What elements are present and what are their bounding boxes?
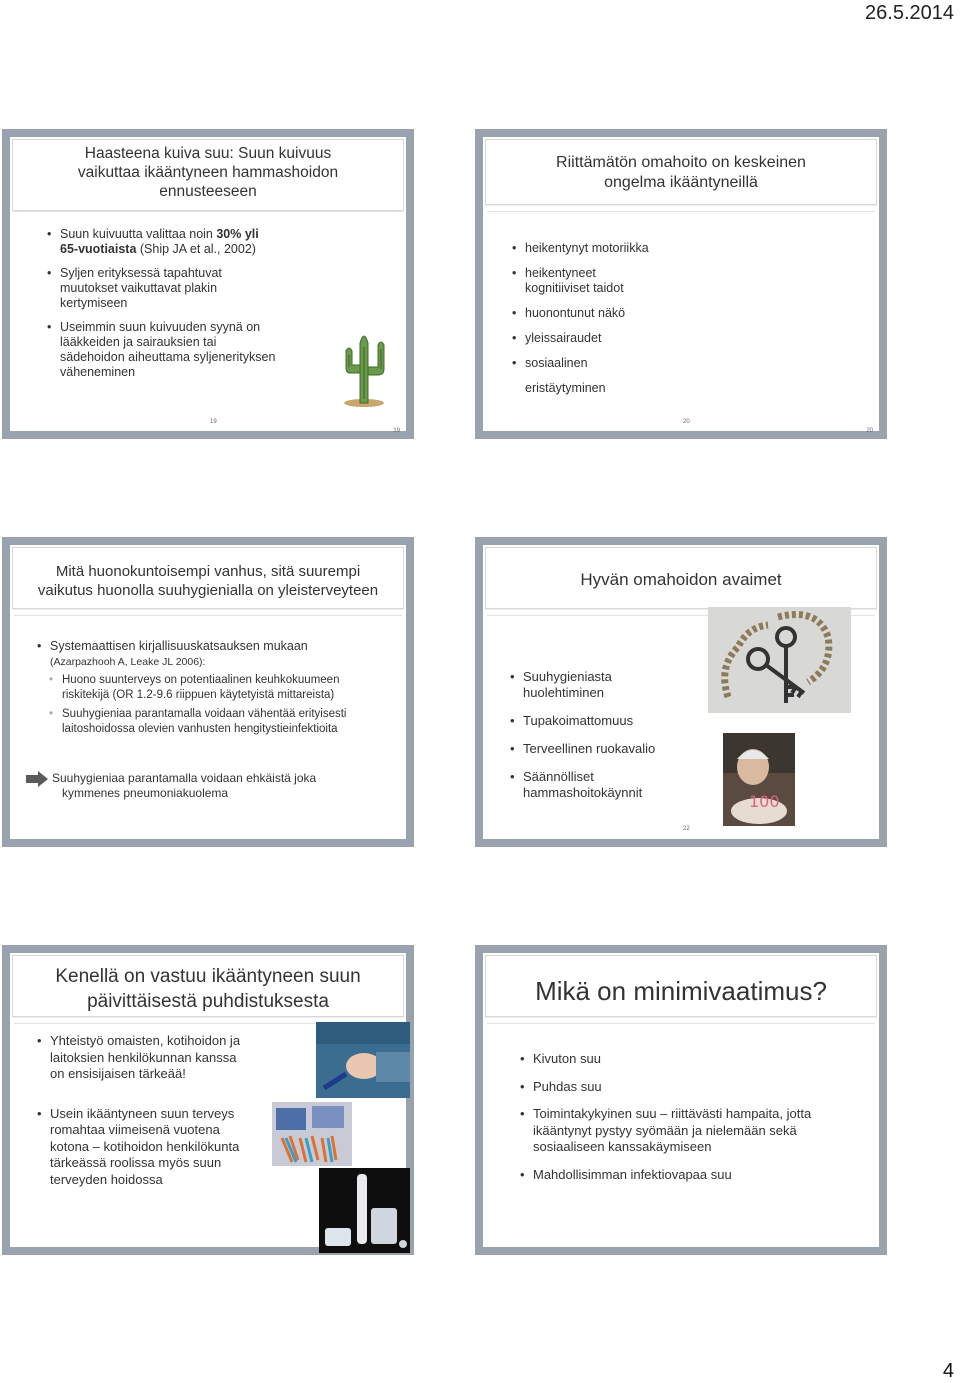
list-item: • Suuhygieniasta huolehtiminen xyxy=(507,669,707,701)
list-item: • Huono suunterveys on potentiaalinen keuhkokuumeen riskitekijä (OR 1.2-9.6 riippuen käytetyistä mittareista) xyxy=(46,673,406,703)
bullet-list xyxy=(34,639,404,670)
elderly-woman-photo xyxy=(723,733,795,826)
arrow-note: Suuhygieniaa parantamalla voidaan ehkäistä joka kymmenes pneumoniakuolema xyxy=(52,771,317,800)
bullet-list xyxy=(34,1033,274,1188)
list-item: • heikentyneet kognitiiviset taidot xyxy=(509,266,809,296)
list-item: • Suun kuivuutta valittaa noin 30% yli 65-vuotiaista (Ship JA et al., 2002) xyxy=(44,227,344,257)
page-date: 26.5.2014 xyxy=(865,2,954,24)
list-item: • huonontunut näkö xyxy=(509,306,809,321)
list-item: • Yhteistyö omaisten, kotihoidon ja laitoksien henkilökunnan kanssa on ensisijaisen tärkeää! xyxy=(34,1033,274,1083)
bullet-list xyxy=(509,241,809,396)
sub-bullet-list xyxy=(46,673,406,737)
list-item: • Kivuton suu xyxy=(517,1051,857,1068)
slide-title: Mitä huonokuntoisempi vanhus, sitä suurempi vaikutus huonolla suuhygienialla on yleisterveyteen xyxy=(12,547,404,609)
bullet-list xyxy=(517,1051,857,1183)
arrow-right-icon xyxy=(26,771,48,787)
svg-text:100: 100 xyxy=(749,792,780,811)
list-item: eristäytyminen xyxy=(525,381,606,395)
keys-photo xyxy=(708,607,851,713)
cactus-icon xyxy=(338,323,390,409)
hand-brushing-photo xyxy=(316,1022,410,1098)
list-item: • Toimintakykyinen suu – riittävästi hampaita, jotta ikääntynyt pystyy syömään ja nielemään sekä sosiaaliseen kanssakäymiseen xyxy=(517,1106,857,1156)
page-number: 4 xyxy=(942,1360,954,1382)
list-item: • sosiaalinen xyxy=(509,356,809,371)
list-item: • Systemaattisen kirjallisuuskatsauksen mukaan (Azarpazhooh A, Leake JL 2006): xyxy=(34,639,404,670)
slide-title: Hyvän omahoidon avaimet xyxy=(485,547,877,609)
interdental-brushes-photo xyxy=(272,1102,352,1166)
list-item: • Usein ikääntyneen suun terveys romahtaa viimeisenä vuotena kotona – kotihoidon henkilökunta tärkeässä roolissa myös suun terveyden hoidossa xyxy=(34,1106,274,1189)
slide-20 xyxy=(475,129,887,439)
list-item: • yleissairaudet xyxy=(509,331,809,346)
list-item: • Useimmin suun kuivuuden syynä on lääkkeiden ja sairauksien tai sädehoidon aiheuttama syljenerityksen väheneminen xyxy=(44,320,344,380)
list-item: • Säännölliset hammashoitokäynnit xyxy=(507,769,707,801)
slide-title: Mikä on minimivaatimus? xyxy=(485,955,877,1017)
slide-22 xyxy=(475,537,887,847)
slide-number: 19 xyxy=(210,419,217,425)
list-item: • Suuhygieniaa parantamalla voidaan vähentää erityisesti laitoshoidossa olevien vanhusten hengitystieinfektioita xyxy=(46,707,406,737)
list-item: • Mahdollisimman infektiovapaa suu xyxy=(517,1167,857,1184)
electric-toothbrush-photo xyxy=(319,1168,410,1253)
list-item: • Syljen erityksessä tapahtuvat muutokset vaikuttavat plakin kertymiseen xyxy=(44,266,344,311)
bullet-list xyxy=(44,227,344,380)
slide-title: Kenellä on vastuu ikääntyneen suun päivittäisestä puhdistuksesta xyxy=(12,955,404,1017)
list-item: • Puhdas suu xyxy=(517,1079,857,1096)
slide-19 xyxy=(2,129,414,439)
slide-number: 19 xyxy=(393,428,400,434)
list-item: • Terveellinen ruokavalio xyxy=(507,741,707,757)
slide-24 xyxy=(475,945,887,1255)
bullet-list xyxy=(507,669,707,801)
slide-number: 22 xyxy=(683,826,690,832)
slide-23 xyxy=(2,945,414,1255)
slide-21 xyxy=(2,537,414,847)
list-item: • heikentynyt motoriikka xyxy=(509,241,809,256)
slide-number: 20 xyxy=(683,419,690,425)
slide-title: Riittämätön omahoito on keskeinen ongelma ikääntyneillä xyxy=(485,139,877,205)
slide-number: 20 xyxy=(866,428,873,434)
list-item: • Tupakoimattomuus xyxy=(507,713,707,729)
slide-title: Haasteena kuiva suu: Suun kuivuus vaikuttaa ikääntyneen hammashoidon ennusteeseen xyxy=(12,139,404,211)
